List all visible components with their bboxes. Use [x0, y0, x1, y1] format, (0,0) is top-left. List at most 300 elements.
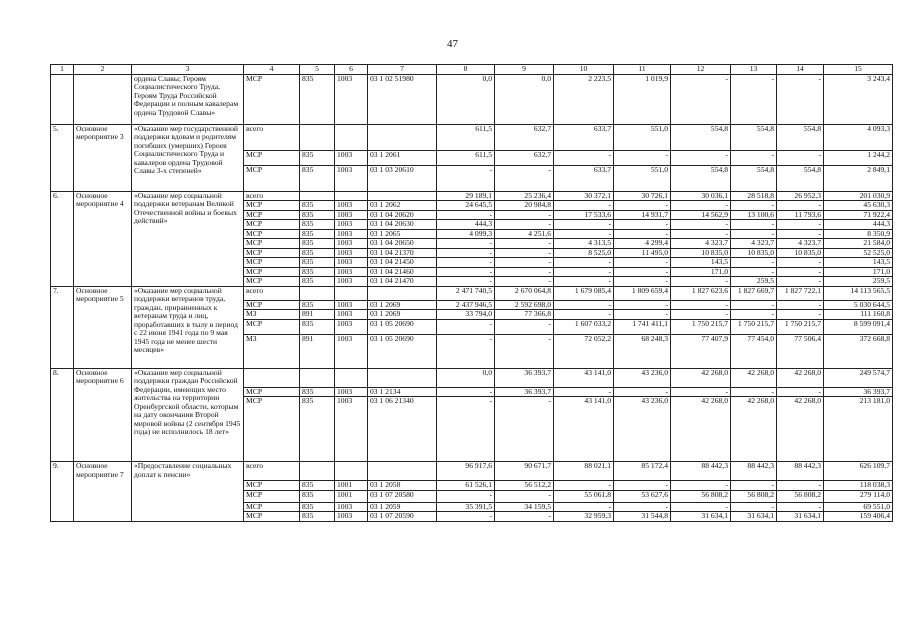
amount-cell: -	[437, 277, 495, 287]
amount-cell: 68 248,3	[614, 334, 671, 368]
csr-cell: 03 1 2069	[368, 300, 437, 310]
executor-cell: всего	[244, 286, 300, 300]
amount-cell: 31 634,1	[777, 512, 824, 522]
measure-name-cell: Основное мероприятие 7	[74, 462, 132, 522]
amount-cell: 11 495,0	[614, 248, 671, 258]
amount-cell: -	[671, 150, 731, 165]
amount-cell: 34 159,5	[495, 502, 554, 512]
grbs-cell: 835	[300, 490, 335, 502]
csr-cell: 03 1 2059	[368, 502, 437, 512]
measure-name-cell: Основное мероприятие 3	[74, 124, 132, 191]
amount-cell: 56 808,2	[777, 490, 824, 502]
amount-cell: -	[731, 387, 777, 397]
amount-cell: -	[437, 387, 495, 397]
amount-cell: 14 931,7	[614, 210, 671, 220]
executor-cell: МЗ	[244, 310, 300, 320]
header-cell-5: 5	[300, 65, 335, 75]
amount-cell: -	[671, 310, 731, 320]
grbs-cell: 835	[300, 300, 335, 310]
amount-cell: 35 391,5	[437, 502, 495, 512]
executor-cell: МСР	[244, 201, 300, 211]
amount-cell: -	[495, 512, 554, 522]
measure-name-cell	[74, 74, 132, 124]
amount-cell: -	[437, 248, 495, 258]
grbs-cell: 835	[300, 387, 335, 397]
amount-cell: 30 372,1	[554, 191, 614, 201]
amount-cell: 554,8	[731, 124, 777, 150]
grbs-cell: 835	[300, 267, 335, 277]
amount-cell: 118 038,3	[824, 481, 893, 491]
amount-cell: -	[614, 267, 671, 277]
amount-cell: 31 544,8	[614, 512, 671, 522]
measure-description-cell: «Оказание мер государственной поддержки вдовам и родителям погибших (умерших) Героев Социалистического Труда и кавалеров ордена Трудовой Славы 3-х степеней»	[132, 124, 244, 191]
amount-cell: 30 726,1	[614, 191, 671, 201]
header-cell-8: 8	[437, 65, 495, 75]
amount-cell: -	[495, 248, 554, 258]
table-row	[51, 74, 893, 124]
grbs-cell: 835	[300, 481, 335, 491]
amount-cell: 0,0	[437, 368, 495, 387]
executor-cell: МСР	[244, 277, 300, 287]
amount-cell: -	[777, 201, 824, 211]
row-number-cell: 9.	[51, 462, 74, 522]
amount-cell: -	[777, 300, 824, 310]
amount-cell: 56 808,2	[731, 490, 777, 502]
amount-cell: -	[614, 502, 671, 512]
rzpr-cell	[335, 124, 368, 150]
amount-cell: 1 827 669,7	[731, 286, 777, 300]
amount-cell: -	[731, 481, 777, 491]
grbs-cell: 835	[300, 319, 335, 334]
amount-cell: 259,5	[824, 277, 893, 287]
amount-cell: 1 827 623,6	[671, 286, 731, 300]
row-number-cell: 8.	[51, 368, 74, 462]
amount-cell: -	[731, 502, 777, 512]
amount-cell: -	[495, 319, 554, 334]
amount-cell: -	[614, 150, 671, 165]
executor-cell	[244, 368, 300, 387]
amount-cell: -	[671, 277, 731, 287]
rzpr-cell: 1003	[335, 300, 368, 310]
amount-cell: 4 099,3	[437, 229, 495, 239]
amount-cell: 4 093,3	[824, 124, 893, 150]
amount-cell: 444,3	[437, 220, 495, 230]
rzpr-cell	[335, 191, 368, 201]
amount-cell: 42 268,0	[731, 397, 777, 462]
rzpr-cell: 1003	[335, 258, 368, 268]
rzpr-cell: 1003	[335, 201, 368, 211]
amount-cell: 259,5	[731, 277, 777, 287]
rzpr-cell: 1003	[335, 150, 368, 165]
rzpr-cell: 1003	[335, 267, 368, 277]
csr-cell: 03 1 07 20590	[368, 512, 437, 522]
amount-cell: 42 268,0	[777, 368, 824, 387]
csr-cell: 03 1 04 20630	[368, 220, 437, 230]
amount-cell: 71 922,4	[824, 210, 893, 220]
amount-cell: 1 827 722,1	[777, 286, 824, 300]
grbs-cell	[300, 286, 335, 300]
grbs-cell: 835	[300, 277, 335, 287]
csr-cell	[368, 191, 437, 201]
amount-cell: 43 236,0	[614, 397, 671, 462]
executor-cell: МСР	[244, 481, 300, 491]
amount-cell: 72 052,2	[554, 334, 614, 368]
rzpr-cell: 1003	[335, 334, 368, 368]
row-number-cell: 5.	[51, 124, 74, 191]
amount-cell: 14 113 565,5	[824, 286, 893, 300]
amount-cell: -	[731, 267, 777, 277]
executor-cell: МСР	[244, 490, 300, 502]
amount-cell: -	[777, 150, 824, 165]
amount-cell: -	[554, 258, 614, 268]
amount-cell: 8 350,9	[824, 229, 893, 239]
csr-cell: 03 1 04 21460	[368, 267, 437, 277]
amount-cell: 42 268,0	[731, 368, 777, 387]
executor-cell: МСР	[244, 512, 300, 522]
amount-cell: 1 741 411,1	[614, 319, 671, 334]
executor-cell: всего	[244, 462, 300, 481]
amount-cell: -	[495, 220, 554, 230]
rzpr-cell	[335, 368, 368, 387]
row-number-cell	[51, 74, 74, 124]
header-cell-1: 1	[51, 65, 74, 75]
amount-cell: 69 551,0	[824, 502, 893, 512]
amount-cell: 611,5	[437, 150, 495, 165]
grbs-cell: 835	[300, 74, 335, 124]
amount-cell: -	[554, 310, 614, 320]
amount-cell: -	[777, 267, 824, 277]
amount-cell: -	[437, 319, 495, 334]
amount-cell: 53 627,6	[614, 490, 671, 502]
rzpr-cell: 1003	[335, 248, 368, 258]
csr-cell: 03 1 04 21370	[368, 248, 437, 258]
csr-cell	[368, 462, 437, 481]
amount-cell: -	[554, 267, 614, 277]
amount-cell: -	[495, 165, 554, 191]
amount-cell: -	[731, 74, 777, 124]
amount-cell: 36 393,7	[824, 387, 893, 397]
rzpr-cell: 1003	[335, 277, 368, 287]
amount-cell: 90 671,7	[495, 462, 554, 481]
amount-cell: 42 268,0	[777, 397, 824, 462]
table-row	[51, 191, 893, 201]
amount-cell: -	[495, 267, 554, 277]
amount-cell: -	[554, 201, 614, 211]
header-cell-6: 6	[335, 65, 368, 75]
amount-cell: 1 607 033,2	[554, 319, 614, 334]
amount-cell: 551,0	[614, 165, 671, 191]
executor-cell: МСР	[244, 502, 300, 512]
header-cell-9: 9	[495, 65, 554, 75]
rzpr-cell: 1001	[335, 481, 368, 491]
amount-cell: -	[614, 387, 671, 397]
csr-cell: 03 1 04 20650	[368, 239, 437, 249]
amount-cell: 2 471 740,5	[437, 286, 495, 300]
amount-cell: -	[495, 277, 554, 287]
amount-cell: 77 454,0	[731, 334, 777, 368]
amount-cell: 43 141,0	[554, 397, 614, 462]
row-number-cell: 7.	[51, 286, 74, 368]
amount-cell: -	[777, 74, 824, 124]
amount-cell: 42 268,0	[671, 368, 731, 387]
amount-cell: -	[777, 502, 824, 512]
executor-cell: МСР	[244, 229, 300, 239]
measure-name-cell: Основное мероприятие 5	[74, 286, 132, 368]
amount-cell: 28 518,8	[731, 191, 777, 201]
amount-cell: 551,0	[614, 124, 671, 150]
rzpr-cell: 1003	[335, 502, 368, 512]
amount-cell: 171,0	[824, 267, 893, 277]
csr-cell: 03 1 2069	[368, 310, 437, 320]
amount-cell: 626 109,7	[824, 462, 893, 481]
executor-cell: всего	[244, 191, 300, 201]
amount-cell: 43 236,0	[614, 368, 671, 387]
amount-cell: 10 835,0	[671, 248, 731, 258]
amount-cell: 4 299,4	[614, 239, 671, 249]
csr-cell: 03 1 06 21340	[368, 397, 437, 462]
executor-cell: МСР	[244, 220, 300, 230]
rzpr-cell: 1003	[335, 512, 368, 522]
amount-cell: 29 189,1	[437, 191, 495, 201]
amount-cell: -	[495, 490, 554, 502]
amount-cell: 31 634,1	[731, 512, 777, 522]
header-cell-10: 10	[554, 65, 614, 75]
amount-cell: 1 679 085,4	[554, 286, 614, 300]
amount-cell: 52 525,0	[824, 248, 893, 258]
grbs-cell: 835	[300, 239, 335, 249]
csr-cell	[368, 286, 437, 300]
grbs-cell: 835	[300, 150, 335, 165]
amount-cell: -	[671, 74, 731, 124]
amount-cell: -	[554, 220, 614, 230]
csr-cell: 03 1 2062	[368, 201, 437, 211]
amount-cell: 2 223,5	[554, 74, 614, 124]
measure-description-cell: «Оказание мер социальной поддержки ветеранов труда, граждан, приравненных к ветеранам труда и лиц, проработавших в тылу в период с 22 июня 1941 года по 9 мая 1945 года не менее шести месяцев»	[132, 286, 244, 368]
amount-cell: -	[731, 310, 777, 320]
executor-cell: МСР	[244, 150, 300, 165]
table-row	[51, 124, 893, 150]
rzpr-cell: 1001	[335, 490, 368, 502]
amount-cell: -	[777, 258, 824, 268]
amount-cell: -	[437, 490, 495, 502]
rzpr-cell	[335, 286, 368, 300]
amount-cell: 633,7	[554, 124, 614, 150]
rzpr-cell: 1003	[335, 239, 368, 249]
amount-cell: 554,8	[777, 165, 824, 191]
csr-cell: 03 1 03 20610	[368, 165, 437, 191]
amount-cell: 554,8	[671, 165, 731, 191]
measure-description-cell: «Предоставление социальных доплат к пенсии»	[132, 462, 244, 522]
grbs-cell: 835	[300, 229, 335, 239]
csr-cell: 03 1 2058	[368, 481, 437, 491]
amount-cell: 143,5	[824, 258, 893, 268]
amount-cell: 1 750 215,7	[671, 319, 731, 334]
csr-cell	[368, 368, 437, 387]
header-row	[51, 65, 893, 75]
measure-description-cell: «Оказание мер социальной поддержки ветеранам Великой Отечественной войны и боевых действий»	[132, 191, 244, 286]
amount-cell: 36 393,7	[495, 368, 554, 387]
amount-cell: 4 323,7	[777, 239, 824, 249]
rzpr-cell: 1003	[335, 319, 368, 334]
csr-cell: 03 1 02 51980	[368, 74, 437, 124]
csr-cell: 03 1 2061	[368, 150, 437, 165]
executor-cell: МСР	[244, 239, 300, 249]
header-cell-11: 11	[614, 65, 671, 75]
amount-cell: 21 584,0	[824, 239, 893, 249]
amount-cell: 32 959,3	[554, 512, 614, 522]
header-cell-14: 14	[777, 65, 824, 75]
amount-cell: -	[731, 258, 777, 268]
amount-cell: -	[731, 220, 777, 230]
executor-cell: МСР	[244, 210, 300, 220]
amount-cell: 171,0	[671, 267, 731, 277]
amount-cell: -	[777, 277, 824, 287]
grbs-cell: 835	[300, 201, 335, 211]
grbs-cell: 835	[300, 502, 335, 512]
rzpr-cell: 1003	[335, 210, 368, 220]
amount-cell: -	[437, 258, 495, 268]
amount-cell: -	[671, 229, 731, 239]
amount-cell: -	[777, 310, 824, 320]
amount-cell: 1 019,9	[614, 74, 671, 124]
executor-cell: МСР	[244, 397, 300, 462]
amount-cell: -	[495, 397, 554, 462]
amount-cell: -	[614, 300, 671, 310]
amount-cell: 1 809 659,4	[614, 286, 671, 300]
amount-cell: -	[554, 387, 614, 397]
amount-cell: 55 061,8	[554, 490, 614, 502]
executor-cell: МСР	[244, 267, 300, 277]
amount-cell: 33 794,0	[437, 310, 495, 320]
amount-cell: 5 030 644,5	[824, 300, 893, 310]
amount-cell: -	[437, 397, 495, 462]
amount-cell: 36 393,7	[495, 387, 554, 397]
amount-cell: -	[671, 300, 731, 310]
grbs-cell: 891	[300, 334, 335, 368]
amount-cell: 26 952,3	[777, 191, 824, 201]
amount-cell: -	[777, 481, 824, 491]
header-cell-15: 15	[824, 65, 893, 75]
amount-cell: 159 406,4	[824, 512, 893, 522]
measure-description-cell: «Оказание мер социальной поддержки граждан Российской Федерации, имеющих место жительства на территории Оренбургской области, которым на дату окончания Второй мировой войны (2 сентября 1945 года) не исполнилось 18 лет»	[132, 368, 244, 462]
amount-cell: -	[777, 387, 824, 397]
amount-cell: -	[437, 267, 495, 277]
grbs-cell: 835	[300, 165, 335, 191]
rzpr-cell: 1003	[335, 165, 368, 191]
amount-cell: 444,3	[824, 220, 893, 230]
amount-cell: 4 313,5	[554, 239, 614, 249]
amount-cell: 2 437 946,5	[437, 300, 495, 310]
amount-cell: 88 442,3	[731, 462, 777, 481]
measure-description-cell: ордена Славы; Героям Социалистического Труда, Героям Труда Российской Федерации и полным кавалерам ордена Трудовой Славы»	[132, 74, 244, 124]
rzpr-cell: 1003	[335, 387, 368, 397]
amount-cell: -	[495, 210, 554, 220]
amount-cell: 25 236,4	[495, 191, 554, 201]
row-number-cell: 6.	[51, 191, 74, 286]
amount-cell: 30 036,1	[671, 191, 731, 201]
csr-cell: 03 1 05 20690	[368, 319, 437, 334]
csr-cell: 03 1 04 21450	[368, 258, 437, 268]
rzpr-cell: 1003	[335, 220, 368, 230]
amount-cell: 88 021,1	[554, 462, 614, 481]
amount-cell: -	[614, 481, 671, 491]
amount-cell: 56 512,2	[495, 481, 554, 491]
amount-cell: 279 114,0	[824, 490, 893, 502]
executor-cell: МЗ	[244, 334, 300, 368]
grbs-cell: 835	[300, 210, 335, 220]
amount-cell: -	[437, 239, 495, 249]
amount-cell: 77 407,9	[671, 334, 731, 368]
amount-cell: -	[554, 150, 614, 165]
amount-cell: 372 668,8	[824, 334, 893, 368]
amount-cell: -	[614, 277, 671, 287]
amount-cell: 8 525,0	[554, 248, 614, 258]
grbs-cell: 891	[300, 310, 335, 320]
csr-cell: 03 1 2134	[368, 387, 437, 397]
amount-cell: 20 984,8	[495, 201, 554, 211]
amount-cell: -	[554, 229, 614, 239]
header-cell-2: 2	[74, 65, 132, 75]
amount-cell: -	[554, 300, 614, 310]
amount-cell: 143,5	[671, 258, 731, 268]
amount-cell: -	[731, 229, 777, 239]
amount-cell: -	[614, 229, 671, 239]
amount-cell: -	[614, 220, 671, 230]
amount-cell: 633,7	[554, 165, 614, 191]
amount-cell: 61 526,1	[437, 481, 495, 491]
amount-cell: 10 835,0	[777, 248, 824, 258]
rzpr-cell: 1003	[335, 229, 368, 239]
grbs-cell: 835	[300, 248, 335, 258]
grbs-cell	[300, 462, 335, 481]
amount-cell: 213 181,0	[824, 397, 893, 462]
grbs-cell	[300, 124, 335, 150]
amount-cell: 42 268,0	[671, 397, 731, 462]
amount-cell: -	[437, 512, 495, 522]
amount-cell: -	[614, 258, 671, 268]
amount-cell: 4 251,6	[495, 229, 554, 239]
amount-cell: 0,0	[495, 74, 554, 124]
amount-cell: 96 917,6	[437, 462, 495, 481]
amount-cell: 85 172,4	[614, 462, 671, 481]
amount-cell: -	[554, 502, 614, 512]
amount-cell: 1 244,2	[824, 150, 893, 165]
amount-cell: 11 793,6	[777, 210, 824, 220]
amount-cell: 17 533,6	[554, 210, 614, 220]
amount-cell: 14 562,9	[671, 210, 731, 220]
grbs-cell: 835	[300, 397, 335, 462]
amount-cell: 56 808,2	[671, 490, 731, 502]
table-row	[51, 462, 893, 481]
amount-cell: 31 634,1	[671, 512, 731, 522]
amount-cell: 111 160,8	[824, 310, 893, 320]
amount-cell: 8 599 091,4	[824, 319, 893, 334]
executor-cell: МСР	[244, 300, 300, 310]
amount-cell: -	[495, 334, 554, 368]
amount-cell: 3 243,4	[824, 74, 893, 124]
csr-cell: 03 1 07 20580	[368, 490, 437, 502]
amount-cell: -	[554, 277, 614, 287]
measure-name-cell: Основное мероприятие 4	[74, 191, 132, 286]
amount-cell: -	[437, 165, 495, 191]
header-cell-3: 3	[132, 65, 244, 75]
amount-cell: 24 645,5	[437, 201, 495, 211]
budget-table	[50, 64, 893, 522]
csr-cell	[368, 124, 437, 150]
amount-cell: 0,0	[437, 74, 495, 124]
measure-name-cell: Основное мероприятие 6	[74, 368, 132, 462]
executor-cell: МСР	[244, 387, 300, 397]
